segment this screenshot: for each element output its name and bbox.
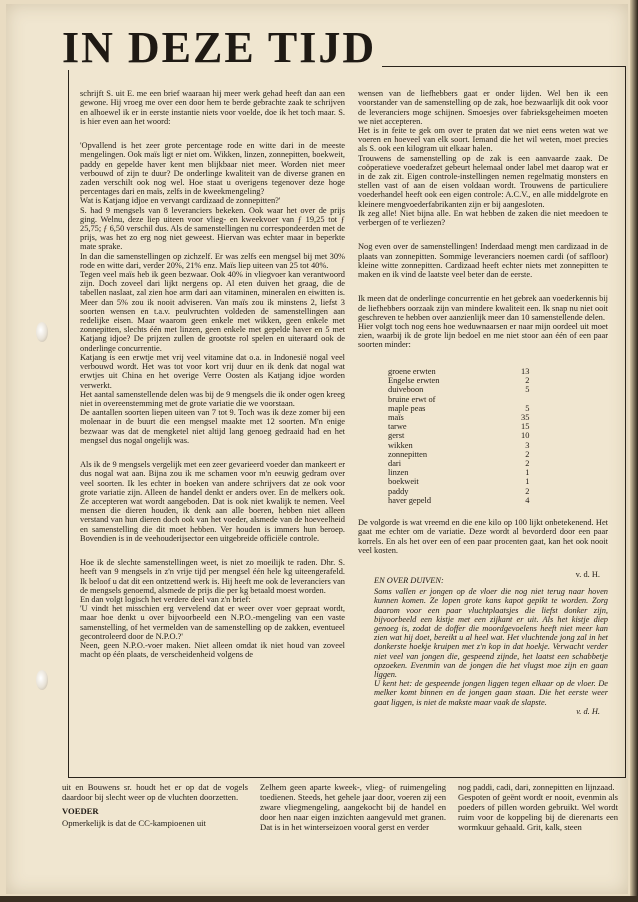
- grain-amount: 13: [521, 366, 530, 376]
- grain-amount: 1: [525, 477, 530, 487]
- binder-hole: [36, 322, 48, 342]
- table-row: [388, 496, 529, 505]
- paragraph: wensen van de liefhebbers gaat er onder lijden. Wel ben ik een voorstander van de samenstelling op de zak, hoe bezwaarlijk dit ook voor de leveranciers moge schijnen. Smoesjes over fabrieksgeheimen moeten we niet accepteren. Het is in feite te gek om over te praten dat we niet eens weten wat we voeren en hoeveel van elk soort. Iemand die het wil weten, moet precies als S. ook een kilogram uit elkaar halen. Trouwens de samenstelling op de zak is een aanvaarde zaak. De coöperatieve voederafzet gebeurt helemaal onder label met daarop wat er in de zak zit. Eigen controle-instellingen nemen regelmatig monsters en stellen vast of aan de eisen voldaan wordt. Trouwens de particuliere voederhandel heeft ook een eigen controle: A.C.V., en alle middelgrote en kleinere mengvoederfabrikanten zijn er bij aangesloten. Ik zeg alle! Niet bijna alle. En wat hebben de zaken die niet meedoen te verbergen of te verliezen?: [358, 89, 608, 228]
- section-heading-voeder: VOEDER: [62, 806, 99, 816]
- right-column: [358, 80, 608, 589]
- pigeons-box: [374, 576, 608, 716]
- bottom-column-1: [62, 782, 248, 828]
- paragraph: De volgorde is wat vreemd en die ene kilo op 100 lijkt onbetekenend. Het gaat me echter om de variatie. Deze wordt al bevorderd door een paar korrels. En als het over een of een paar procenten gaat, kan het ook nooit veel kosten.: [358, 518, 608, 555]
- table-row: [388, 422, 529, 431]
- grain-name: dari: [388, 458, 402, 468]
- signature: v. d. H.: [576, 706, 600, 716]
- grain-amount: 2: [525, 458, 530, 468]
- table-row: [388, 441, 529, 450]
- grain-name: paddy: [388, 486, 409, 496]
- grain-name: gerst: [388, 431, 405, 441]
- table-row: [388, 468, 529, 477]
- grain-amount: [439, 395, 529, 404]
- grain-amount: 2: [525, 376, 530, 386]
- grain-name: maple peas: [388, 403, 426, 413]
- grain-name: zonnepitten: [388, 449, 428, 459]
- paragraph: 'Opvallend is het zeer grote percentage rode en witte dari in de meeste mengelingen. Ook maïs ligt er niet om. Wikken, linzen, zonnepitten, boekweit, paddy en gepelde haver kent men blijkbaar niet meer. Worden niet meer verbouwd of zijn te duur? De onderlinge kwaliteit van de diverse granen en zaden verschilt ook nog wel. Hoe staat u overigens tegenover deze hoge percentages dari en maïs, zelfs in de kweekmengeling? Wat is Katjang idjoe en vervangt cardizaad de zonnepitten?' S. had 9 mengsels van 8 leveranciers bekeken. Ook waar het over de prijs ging. Welnu, deze liep uiteen voor vlieg- en kweekvoer van ƒ 19,25 tot ƒ 25,75; ƒ 6,50 verschil dus. Als de samenstellingen nu correspondeerden met de prijs, was het zo erg nog niet geweest. Hiervan was echter maar in beperkte mate sprake. In dan die samenstellingen op zichzelf. Er was zelfs een mengsel bij met 30% rode en witte dari, verder 20%, 21% enz. Maïs liep uiteen van 25 tot 40%. Tegen veel maïs heb ik geen bezwaar. Ook 40% in vliegvoer kan verantwoord zijn. Doch zoveel dari lijkt nergens op. Al eten duiven het graag, die de tabellen naslaat, zal zien hoe arm dari aan vitaminen, mineralen en eiwitten is. Meer dan 5% zou ik nooit adviseren. Van maïs zou ik minstens 2, liefst 3 soorten wensen en t.a.v. peulvruchten voldeden de samenstellingen aan redelijke eisen. Maar waarom geen enkele met wikken, geen enkele met zonnepitten, slechts één met linzen, geen enkele met gepelde haver en 5 met Katjang idjoe? De prijzen zullen de grootste rol spelen en uiteraard ook de onderlinge concurrentie. Katjang is een erwtje met vrij veel vitamine dat o.a. in Indonesië nogal veel verbouwd wordt. Het was tot voor kort vrij duur en ik denk dat nogal wat erwtjes uit China en het overige Verre Oosten als Katjang idjoe worden verwerkt. Het aantal samenstellende delen was bij de 9 mengsels die ik onder ogen kreeg niet in overeenstemming met de grote variatie die we voorstaan. De aantallen soorten liepen uiteen van 7 tot 9. Toch was ik deze zomer bij een molenaar in de buurt die een mengsel maakte met 12 soorten. M'n enige bezwaar was dat de mengketel niet altijd lang genoeg gedraaid had en het mengsel dus nogal ongelijk was.: [80, 141, 345, 445]
- paragraph: Hoe ik de slechte samenstellingen weet, is niet zo moeilijk te raden. Dhr. S. heeft van 9 mengsels in z'n vrije tijd per mengsel één hele kg uiteengerafeld. Ik beloof u dat dit een ontzettend werk is. Hij heeft me ook de leveranciers van de mengsels genoemd, alsmede de prijs die per kg betaald moest worden. En dan volgt logisch het verdere deel van z'n brief: 'U vindt het misschien erg vervelend dat er weer over voer gepraat wordt, maar hoe denkt u over bijvoorbeeld een N.P.O.-mengeling van een vaste samenstelling, of het vermelden van de samenstelling op de zakken, eventueel gecontroleerd door de N.P.O.?' Neen, geen N.P.O.-voer maken. Niet alleen omdat ik niet houd van zoveel macht op één plaats, de verscheidenheid volgens de: [80, 558, 345, 660]
- grain-name: groene erwten: [388, 366, 436, 376]
- page-edge: [630, 0, 638, 902]
- grain-name: haver gepeld: [388, 495, 432, 505]
- bottom-column-2: Zelhem geen aparte kweek-, vlieg- of ruimengeling toedienen. Steeds, het gehele jaar door, voeren zij een zware vliegmengeling, aangekocht bij de handel en door hen naar eigen inzichten aangevuld met granen. Dat is in het winterseizoen vooral gerst en verder: [260, 782, 446, 832]
- table-row: [388, 413, 529, 422]
- table-row: [388, 477, 529, 486]
- grain-amount: 2: [525, 486, 530, 496]
- grain-name: duiveboon: [388, 385, 424, 395]
- grain-table: [388, 367, 529, 505]
- grain-amount: 5: [525, 385, 530, 395]
- grain-name: Engelse erwten: [388, 376, 440, 386]
- grain-name: bruine erwt of: [388, 394, 436, 404]
- signature: v. d. H.: [575, 570, 600, 580]
- grain-name: wikken: [388, 440, 413, 450]
- grain-amount: 1: [525, 468, 530, 478]
- pigeons-text: Soms vallen er jongen op de vloer die nog niet terug naar hoven kunnen komen. Ze lopen grote kans kapot gepikt te worden. Zorg daarom voor een paar vluchtplaatsjes die liefst donker zijn, bijvoorbeeld een kistje met een zijkant er uit. Als het kistje diep genoeg is, zodat de doffer die moordgevoelens heeft niet meer kan zien wat hij doet, bereikt u al heel wat. Het vluchtende jong zal in het donkerste hoekje kruipen met z'n kop in dat hoekje. Verwacht verder niet veel van jongen die, gespeend zijnde, het laatst een schabbetje opzoeken. Evenmin van de jongen die het vlugst moe zijn en gaan liggen. U kent het: de gespeende jongen liggen tegen elkaar op de vloer. De melker komt binnen en de jongen gaan staan. Die het eerste weer gaat liggen, is niet de makste maar vaak de slapste.: [374, 587, 608, 707]
- bottom-text: uit en Bouwens sr. houdt het er op dat de vogels daardoor bij slecht weer op de vluchten doorzetten.: [62, 782, 248, 802]
- grain-amount: 35: [521, 412, 530, 422]
- table-row: [388, 404, 529, 413]
- grain-name: tarwe: [388, 422, 407, 432]
- paragraph: Als ik de 9 mengsels vergelijk met een zeer gevarieerd voeder dan mankeert er dus nogal wat aan. Bijna zou ik me schamen voor m'n eeuwig gedram over veel soorten. Ik les echter in boeken van andere schrijvers dat ze ook voor grote variatie zijn. Alleen de handel denkt er anders over. En de melkers ook. Ze accepteren wat wordt aangeboden. Dat is ook niet kwalijk te nemen. Veel mensen die dieren houden, ik denk aan alle boeren, hebben niet alleen verstand van hun dieren doch ook van het voeder, alsmede van de hoeveelheid en samenstelling die dit moet hebben. Ver houden is immers hun beroep. Bovendien is in de veehouderijsector een uitgebreide officiële controle.: [80, 460, 345, 543]
- table-row: [388, 395, 529, 404]
- pigeons-heading: EN OVER DUIVEN:: [374, 576, 444, 585]
- table-row: [388, 367, 529, 376]
- table-row: [388, 431, 529, 440]
- paragraph: schrijft S. uit E. me een brief waaraan hij meer werk gehad heeft dan aan een gewone. Hij vroeg me over een door hem te berde gebrachte zaak te schrijven en alhoewel ik er in eerste instantie niets voor voelde, doe ik het toch maar. S. is hier even aan het woord:: [80, 89, 345, 126]
- grain-amount: 15: [521, 422, 530, 432]
- page-title: IN DEZE TIJD: [62, 26, 382, 70]
- grain-name: maïs: [388, 412, 404, 422]
- paragraph: Ik meen dat de onderlinge concurrentie en het gebrek aan voederkennis bij de liefhebbers oorzaak zijn van mindere kwaliteit een. Ik snap nu niet ooit geschreven te hebben over aanzienlijk meer dan 10 samenstellende delen. Hier volgt toch nog eens hoe weduwnaarsen er naar mijn oordeel uit moet zien, waarbij ik de grote lijn bedoel en me niet stoor aan één of een paar soorten minder:: [358, 294, 608, 350]
- grain-name: boekweit: [388, 477, 419, 487]
- grain-amount: 3: [525, 440, 530, 450]
- table-row: [388, 450, 529, 459]
- binder-hole: [36, 670, 48, 690]
- table-row: [388, 459, 529, 468]
- grain-name: linzen: [388, 468, 409, 478]
- bottom-text: Opmerkelijk is dat de CC-kampioenen uit: [62, 818, 206, 828]
- grain-amount: 2: [525, 449, 530, 459]
- grain-amount: 4: [525, 495, 530, 505]
- table-row: [388, 487, 529, 496]
- bottom-column-3: nog paddi, cadi, dari, zonnepitten en lijnzaad. Gespoten of geënt wordt er nooit, evenmin als poeders of pillen worden gebruikt. Wel wordt ruim voor de koppeling bij de dierenarts een wormkuur gehaald. Grit, kalk, steen: [458, 782, 618, 832]
- table-row: [388, 376, 529, 385]
- paragraph: Nog even over de samenstellingen! Inderdaad mengt men cardizaad in de plaats van zonnepitten. Sommige leveranciers noemen cardi (of saffloor) kleine witte zonnepitten. Cardizaad heeft echter niets met zonnepitten te maken en ik vind de laatste veel beter dan de eerste.: [358, 242, 608, 280]
- grain-amount: 5: [525, 403, 530, 413]
- grain-amount: 10: [521, 431, 530, 441]
- table-row: [388, 385, 529, 394]
- left-column: [80, 80, 345, 675]
- page-bottom-edge: [0, 896, 638, 902]
